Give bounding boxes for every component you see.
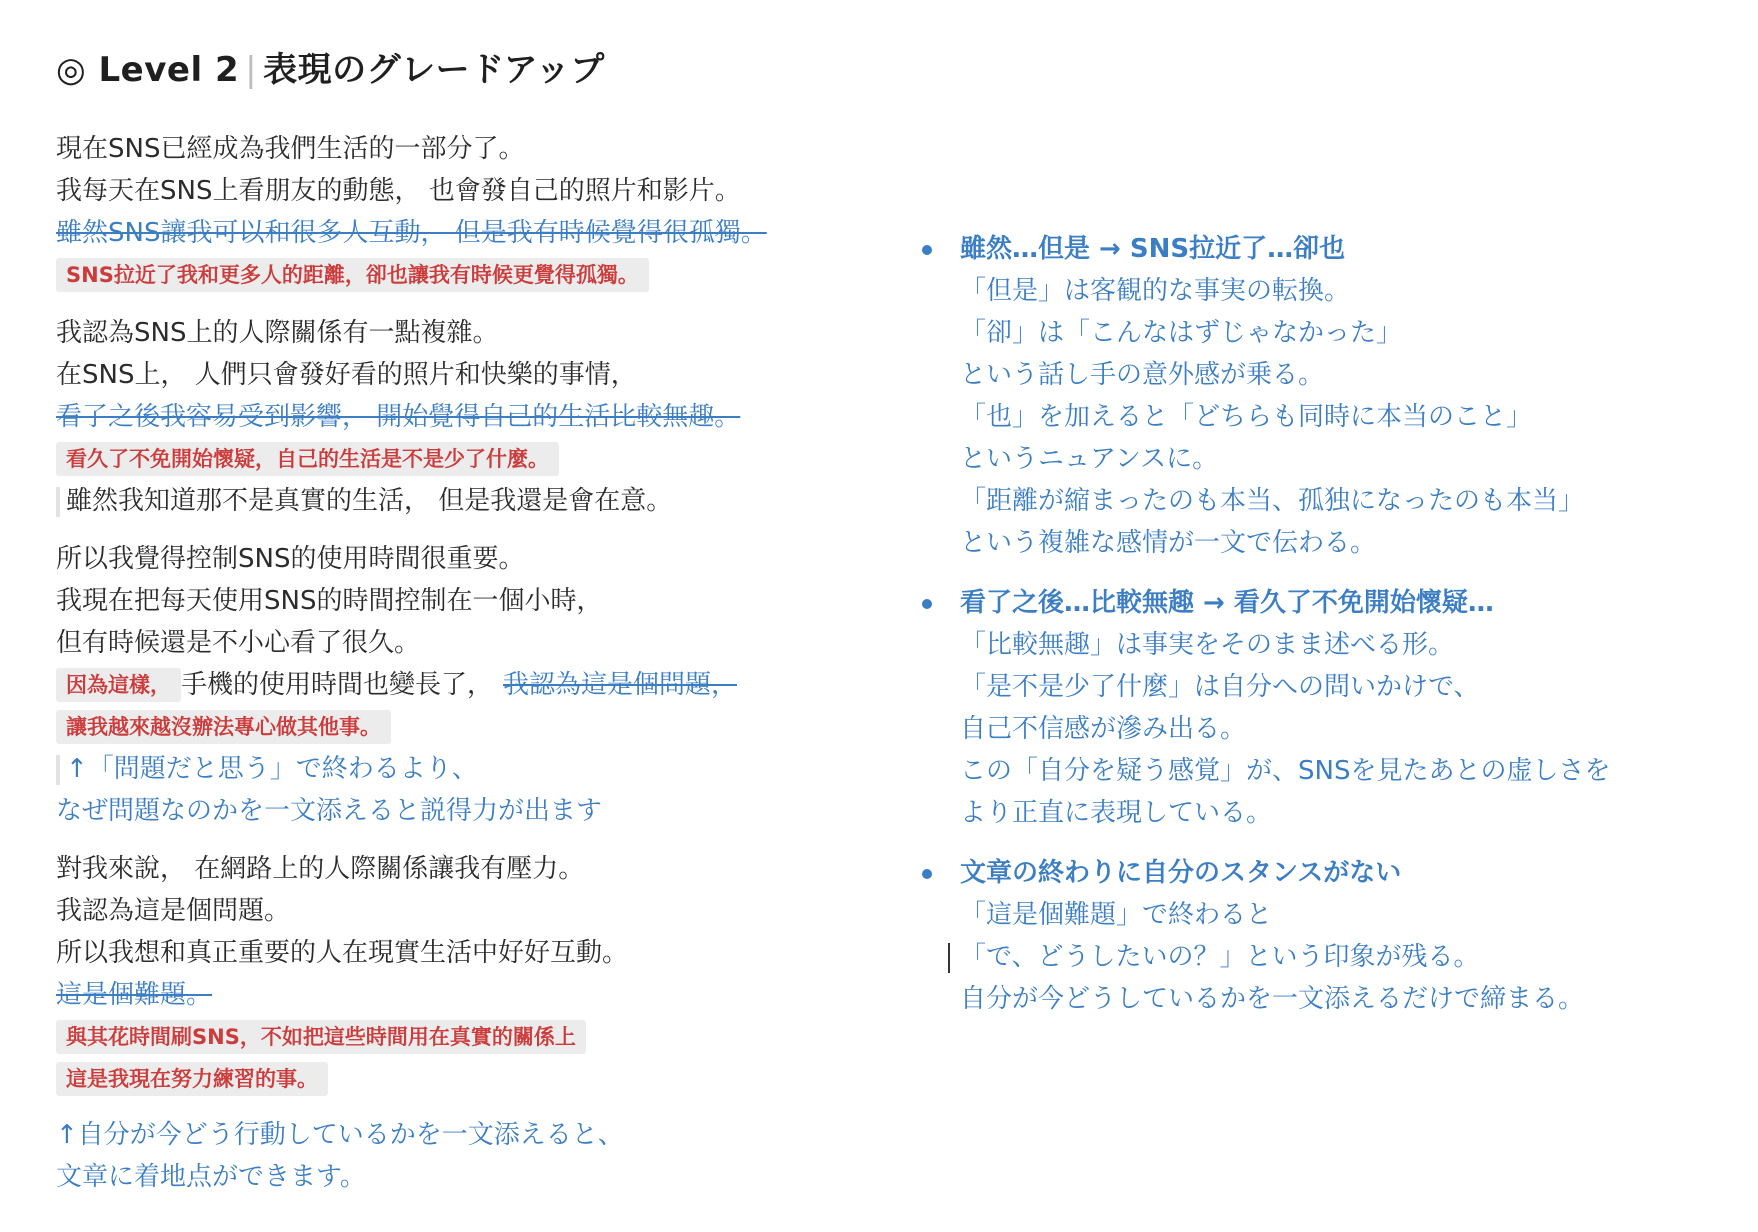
paragraph-1: [56, 128, 796, 296]
teacher-note: なぜ問題なのかを一文添えると説得力が出ます: [56, 796, 603, 826]
commentary-heading: 雖然…但是 → SNS拉近了…卻也: [960, 234, 1346, 264]
essay-line: 所以我想和真正重要的人在現實生活中好好互動。: [56, 938, 629, 968]
commentary-line: 「距離が縮まったのも本当、孤独になったのも本当」: [960, 486, 1585, 516]
commentary-column: [960, 228, 1720, 1038]
essay-line: 在SNS上， 人們只會發好看的照片和快樂的事情，: [56, 360, 637, 390]
commentary-line: この「自分を疑う感覚」が、SNSを見たあとの虚しさを: [960, 756, 1611, 786]
bullet-icon: [922, 245, 932, 255]
quote-bar: [56, 487, 60, 517]
essay-column: [56, 128, 796, 1198]
teacher-note: ↑自分が今どう行動しているかを一文添えると、: [56, 1120, 624, 1150]
paragraph-4: [56, 848, 796, 1198]
commentary-line: 「比較無趣」は事実をそのまま述べる形。: [960, 630, 1455, 660]
commentary-line: というニュアンスに。: [960, 444, 1219, 474]
struck-sentence: 雖然SNS讓我可以和很多人互動， 但是我有時候覺得很孤獨。: [56, 218, 767, 248]
commentary-heading: 看了之後…比較無趣 → 看久了不免開始懷疑…: [960, 588, 1494, 618]
bullet-icon: [922, 599, 932, 609]
essay-line: 對我來說， 在網路上的人際關係讓我有壓力。: [56, 854, 585, 884]
commentary-line: 自分が今どうしているかを一文添えるだけで締まる。: [960, 984, 1585, 1014]
essay-line: 雖然我知道那不是真實的生活， 但是我還是會在意。: [66, 486, 673, 516]
correction-highlight: 這是我現在努力練習的事。: [56, 1062, 328, 1096]
commentary-line: 「但是」は客観的な事実の転換。: [960, 276, 1351, 306]
essay-line: 手機的使用時間也變長了，: [181, 670, 494, 700]
commentary-line: 「で、どうしたいの？」という印象が残る。: [960, 942, 1480, 972]
commentary-line: 「是不是少了什麼」は自分への問いかけで、: [960, 672, 1480, 702]
paragraph-2: [56, 312, 796, 522]
commentary-item-3: [960, 852, 1720, 1020]
commentary-line: という話し手の意外感が乗る。: [960, 360, 1325, 390]
struck-sentence: 看了之後我容易受到影響， 開始覺得自己的生活比較無趣。: [56, 402, 741, 432]
page-title: [56, 42, 605, 91]
correction-highlight: 與其花時間刷SNS，不如把這些時間用在真實的關係上: [56, 1020, 586, 1054]
commentary-line: より正直に表現している。: [960, 798, 1273, 828]
essay-line: 我每天在SNS上看朋友的動態， 也會發自己的照片和影片。: [56, 176, 741, 206]
correction-highlight: 讓我越來越沒辦法專心做其他事。: [56, 710, 391, 744]
commentary-line: 「也」を加えると「どちらも同時に本当のこと」: [960, 402, 1533, 432]
struck-sentence: 這是個難題。: [56, 980, 213, 1010]
correction-highlight: 因為這樣，: [56, 668, 181, 702]
title-separator: |: [245, 50, 258, 90]
essay-line: 所以我覺得控制SNS的使用時間很重要。: [56, 544, 525, 574]
paragraph-3: [56, 538, 796, 832]
commentary-line: 「卻」は「こんなはずじゃなかった」: [960, 318, 1403, 348]
bullet-icon: [922, 869, 932, 879]
commentary-line: 「這是個難題」で終わると: [960, 900, 1273, 930]
quote-bar: [56, 755, 60, 785]
commentary-line: という複雑な感情が一文で伝わる。: [960, 528, 1377, 558]
essay-line: 但有時候還是不小心看了很久。: [56, 628, 421, 658]
correction-highlight: SNS拉近了我和更多人的距離，卻也讓我有時候更覺得孤獨。: [56, 258, 649, 292]
essay-line: 我認為這是個問題。: [56, 896, 291, 926]
struck-sentence: 我認為這是個問題，: [503, 670, 738, 700]
commentary-item-1: [960, 228, 1720, 564]
teacher-note: 文章に着地点ができます。: [56, 1162, 366, 1192]
commentary-line: 自己不信感が滲み出る。: [960, 714, 1247, 744]
essay-line: 我認為SNS上的人際關係有一點複雜。: [56, 318, 499, 348]
essay-line: 現在SNS已經成為我們生活的一部分了。: [56, 134, 525, 164]
text-cursor: [948, 943, 950, 973]
commentary-item-2: [960, 582, 1720, 834]
title-subtitle: 表現のグレードアップ: [263, 50, 605, 90]
double-circle-icon: ◎: [56, 50, 87, 90]
commentary-heading: 文章の終わりに自分のスタンスがない: [960, 858, 1402, 888]
essay-line: 我現在把每天使用SNS的時間控制在一個小時，: [56, 586, 603, 616]
teacher-note: ↑「問題だと思う」で終わるより、: [66, 754, 478, 784]
correction-highlight: 看久了不免開始懷疑，自己的生活是不是少了什麼。: [56, 442, 559, 476]
title-level: Level 2: [98, 50, 240, 90]
